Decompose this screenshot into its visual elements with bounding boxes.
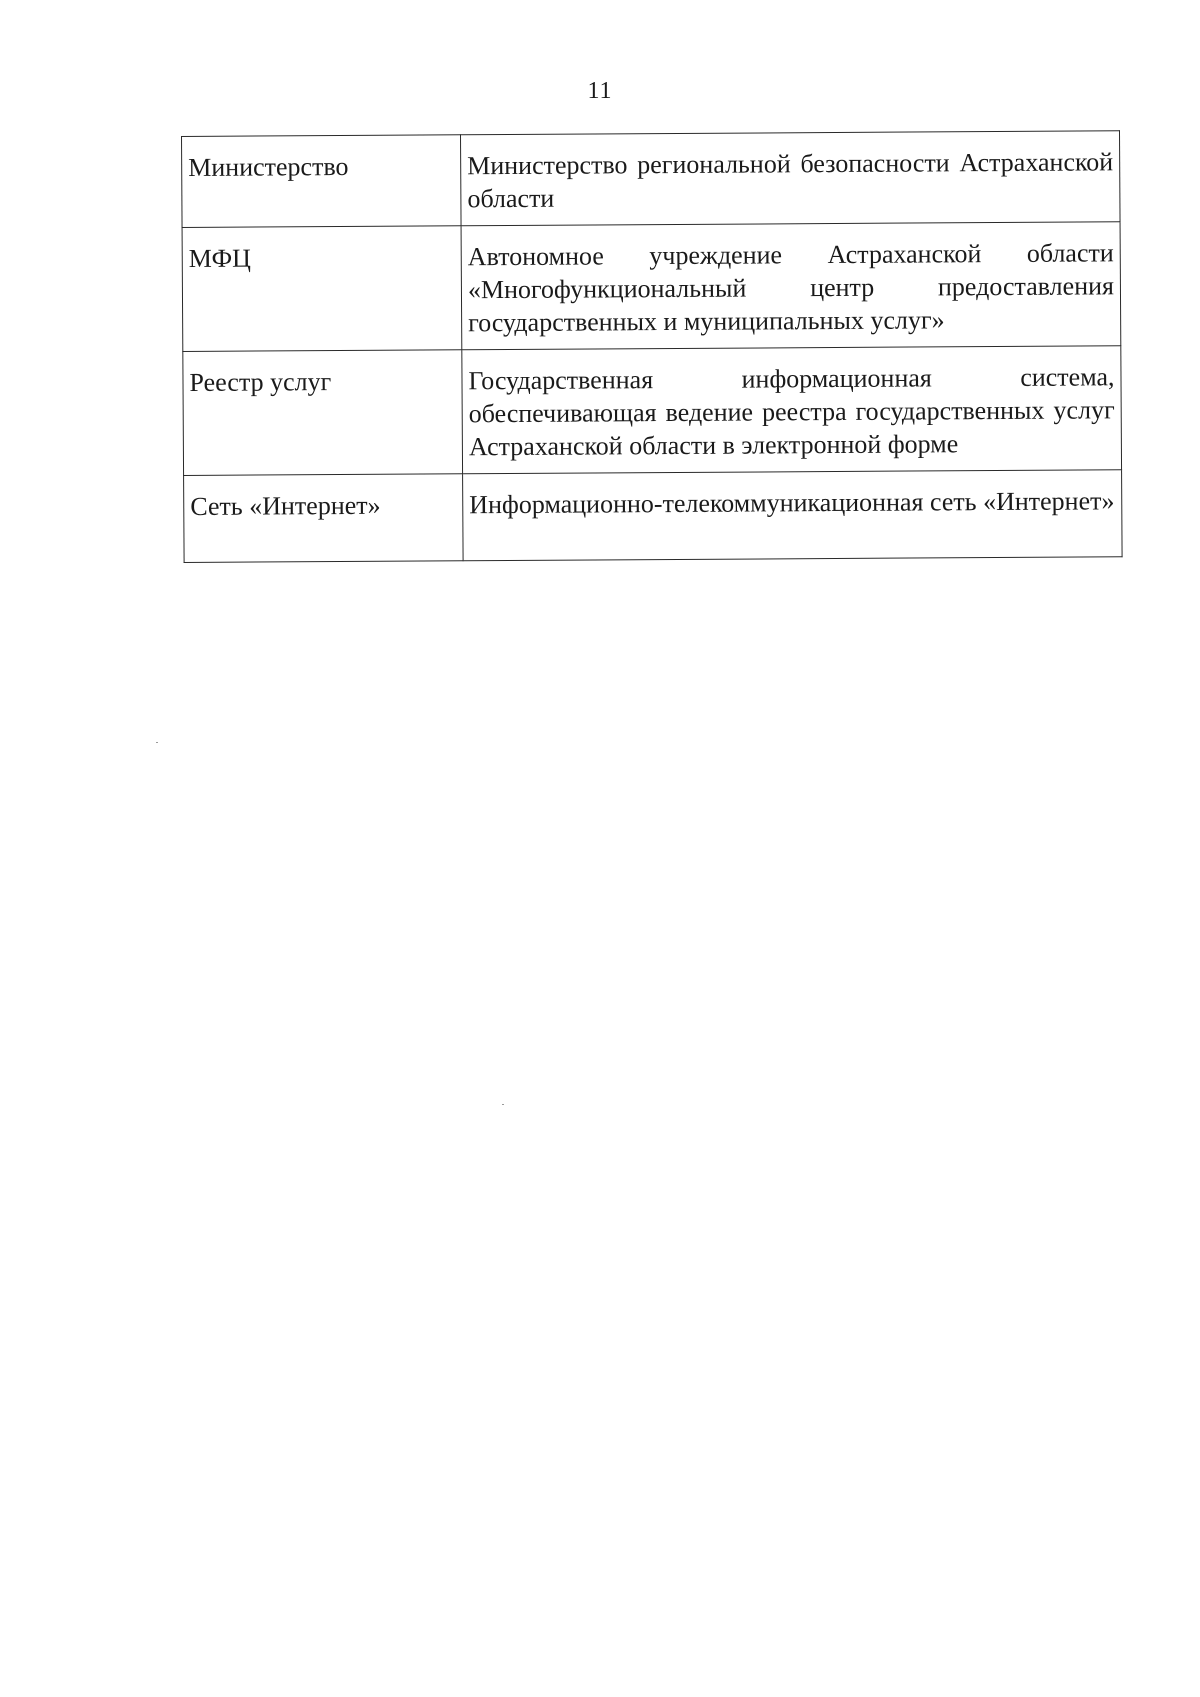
scan-speck <box>156 742 158 743</box>
table-row <box>183 346 1122 476</box>
term-cell: Министерство <box>182 135 462 228</box>
definitions-table <box>181 130 1123 563</box>
table-row <box>182 131 1121 228</box>
definition-cell: Государственная информационная система, обеспечивающая ведение реестра государственных услуг Астраханской области в электронной форме <box>462 346 1122 474</box>
definition-cell: Автономное учреждение Астраханской области «Многофункциональный центр предоставления государственных и муниципальных услуг» <box>461 222 1121 350</box>
scan-speck <box>502 1104 504 1105</box>
term-cell: Реестр услуг <box>183 350 463 476</box>
term-cell: Сеть «Интернет» <box>184 474 464 563</box>
definition-cell: Информационно-телекоммуникационная сеть «Интернет» <box>463 470 1123 561</box>
definition-cell: Министерство региональной безопасности Астраханской области <box>460 131 1120 226</box>
table-row <box>184 470 1123 563</box>
table-row <box>182 222 1121 352</box>
term-cell: МФЦ <box>182 226 462 352</box>
page-number: 11 <box>587 78 613 104</box>
